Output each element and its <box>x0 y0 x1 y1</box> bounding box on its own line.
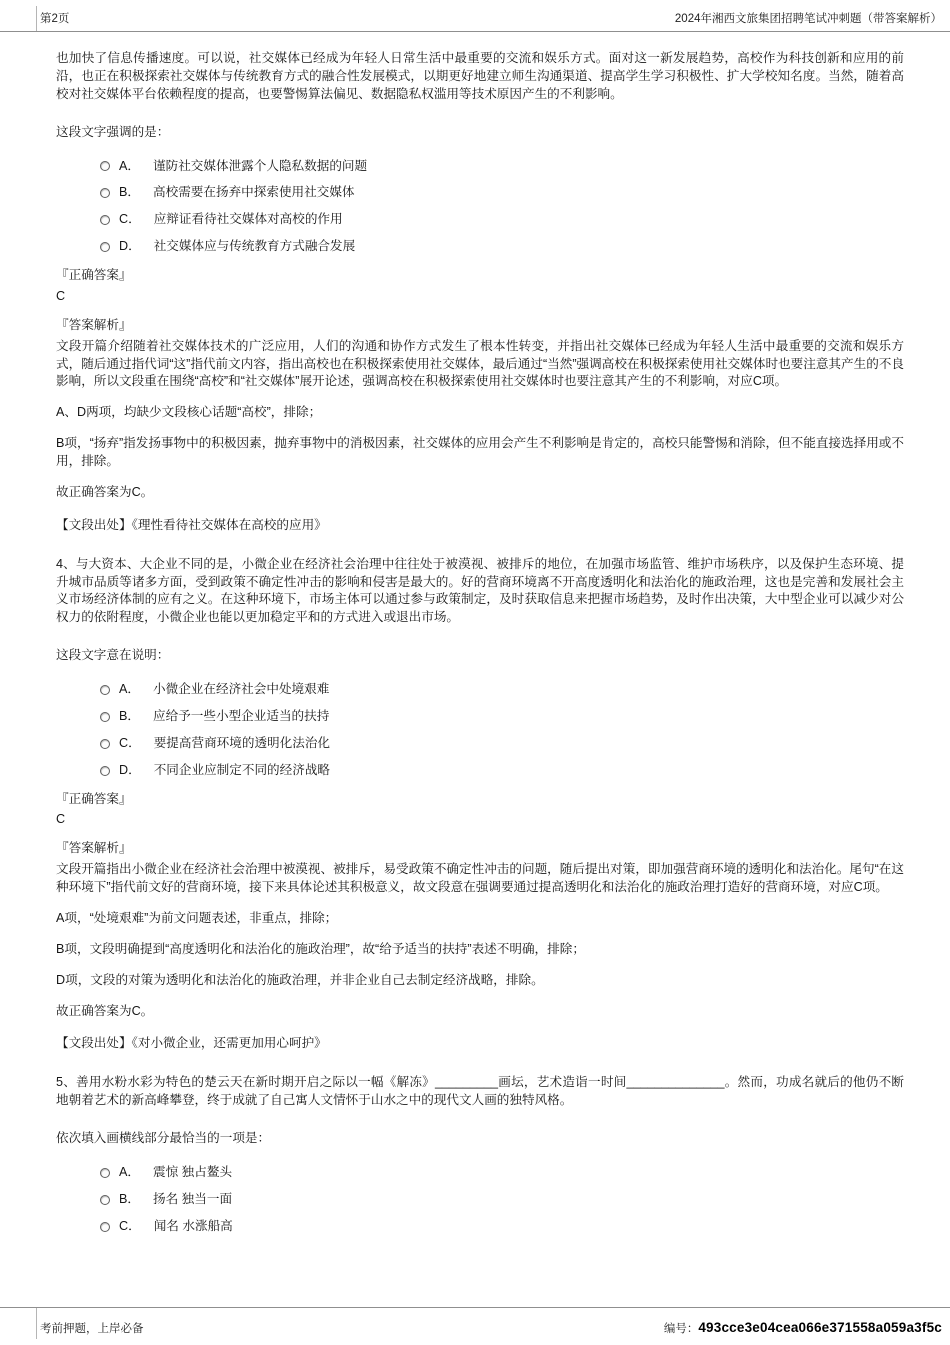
footer-serial <box>664 1320 942 1336</box>
option-q5-A[interactable] <box>100 1164 904 1182</box>
option-letter: A． <box>119 682 140 696</box>
footer-serial-code: 493cce3e04cea066e371558a059a3f5c <box>698 1320 942 1335</box>
option-letter: C． <box>119 735 141 750</box>
explanation-q4-d: D项，文段的对策为透明化和法治化的施政治理，并非企业自己去制定经济战略，排除。 <box>56 972 544 987</box>
document-body <box>0 33 950 1307</box>
radio-button-icon[interactable] <box>100 188 110 198</box>
option-letter: D． <box>119 762 141 777</box>
option-letter: C． <box>119 1218 141 1233</box>
question-q3-stem: 这段文字强调的是： <box>56 124 170 139</box>
option-letter: A． <box>119 158 140 173</box>
radio-button-icon[interactable] <box>100 1168 110 1178</box>
option-q4-D[interactable] <box>100 762 904 780</box>
option-q4-B[interactable] <box>100 708 904 726</box>
correct-answer-label: 『正确答案』 <box>56 791 132 806</box>
passage-q5: 5、善用水粉水彩为特色的楚云天在新时期开启之际以一幅《解冻》_________画坛，艺术造诣一时间______________。然而，功成名就后的他仍不断地朝着艺术的新高峰攀登，终于成就了自己寓人文情怀于山水之中的现代文人画的独特风格。 <box>56 1075 904 1108</box>
option-letter: B． <box>119 1191 140 1206</box>
option-text: 不同企业应制定不同的经济战略 <box>153 762 331 777</box>
passage-q3-continuation: 也加快了信息传播速度。可以说，社交媒体已经成为年轻人日常生活中最重要的交流和娱乐方式。面对这一新发展趋势，高校作为科技创新和应用的前沿，也正在积极探索社交媒体与传统教育方式的融合性发展模式，以期更好地建立师生沟通渠道、提高学生学习积极性、扩大学校知名度。当然，随着高校对社交媒体平台依赖程度的提高，也要警惕算法偏见、数据隐私权滥用等技术原因产生的不利影响。 <box>56 51 904 101</box>
option-q3-A[interactable] <box>100 158 904 176</box>
option-letter: D． <box>119 239 141 254</box>
document-title: 2024年湘西文旅集团招聘笔试冲刺题（带答案解析） <box>674 13 942 25</box>
conclusion-q3: 故正确答案为C。 <box>56 484 154 499</box>
question-q5-stem: 依次填入画横线部分最恰当的一项是： <box>56 1131 271 1145</box>
passage-q4: 4、与大资本、大企业不同的是，小微企业在经济社会治理中往往处于被漠视、被排斥的地位，在加强市场监管、维护市场秩序，以及保护生态环境、提升城市品质等诸多方面，受到政策不确定性冲击的影响和侵害是最大的。好的营商环境离不开高度透明化和法治化的施政治理，这也是完善和发展社会主义市场经济体制的应有之义。在这种环境下，市场主体可以通过参与政策制定，及时获取信息来把握市场趋势，及时作出决策，大中型企业可以减少对公权力的依附程度，小微企业也能以更加稳定平和的方式进入或退出市场。 <box>56 556 904 625</box>
option-q3-C[interactable] <box>100 211 904 229</box>
page-header <box>0 0 950 32</box>
conclusion-q4: 故正确答案为C。 <box>56 1003 154 1018</box>
question-q4-stem: 这段文字意在说明： <box>56 648 170 663</box>
answer-analysis-label: 『答案解析』 <box>56 841 132 856</box>
page-footer <box>0 1307 950 1345</box>
option-text: 闻名 水涨船高 <box>153 1218 233 1233</box>
option-text: 扬名 独当一面 <box>153 1191 233 1206</box>
radio-button-icon[interactable] <box>100 1195 110 1205</box>
explanation-q3-b: B项，“扬弃”指发扬事物中的积极因素，抛弃事物中的消极因素，社交媒体的应用会产生不利影响是肯定的，高校只能警惕和消除，但不能直接选择用或不用，排除。 <box>56 436 904 468</box>
footer-serial-label: 编号： <box>663 1323 699 1335</box>
option-text: 高校需要在扬弃中探索使用社交媒体 <box>153 185 355 200</box>
radio-button-icon[interactable] <box>100 242 110 252</box>
explanation-q4-b: B项，文段明确提到“高度透明化和法治化的施政治理”，故“给予适当的扶持”表述不明确，排除； <box>56 941 585 956</box>
correct-answer-value: C <box>56 288 66 303</box>
radio-button-icon[interactable] <box>100 739 110 749</box>
option-text: 社交媒体应与传统教育方式融合发展 <box>153 239 356 254</box>
radio-button-icon[interactable] <box>100 215 110 225</box>
option-text: 谨防社交媒体泄露个人隐私数据的问题 <box>153 158 368 173</box>
answer-analysis-label: 『答案解析』 <box>56 317 132 332</box>
option-q3-B[interactable] <box>100 184 904 202</box>
source-q3: 【文段出处】《理性看待社交媒体在高校的应用》 <box>56 517 327 532</box>
option-letter: A． <box>119 1164 140 1179</box>
option-text: 应辩证看待社交媒体对高校的作用 <box>153 212 343 227</box>
option-letter: C． <box>119 212 141 227</box>
header-edge-line <box>36 6 37 31</box>
page-number: 第2页 <box>40 13 70 25</box>
option-q4-A[interactable] <box>100 681 904 699</box>
option-q3-D[interactable] <box>100 238 904 256</box>
explanation-q4-a: A项，“处境艰难”为前文问题表述，非重点，排除； <box>56 910 338 925</box>
option-q5-C[interactable] <box>100 1218 904 1236</box>
footer-edge-line <box>36 1308 37 1339</box>
option-text: 震惊 独占鳌头 <box>153 1164 233 1179</box>
option-q4-C[interactable] <box>100 735 904 753</box>
radio-button-icon[interactable] <box>100 712 110 722</box>
option-letter: B． <box>119 708 140 723</box>
option-letter: B． <box>119 185 140 200</box>
radio-button-icon[interactable] <box>100 766 110 776</box>
option-text: 要提高营商环境的透明化法治化 <box>153 735 331 750</box>
explanation-q3: 文段开篇介绍随着社交媒体技术的广泛应用，人们的沟通和协作方式发生了根本性转变，并指出社交媒体已经成为年轻人生活中最重要的交流和娱乐方式，随后通过指代词“这”指代前文内容，指出高校也在积极探索使用社交媒体，最后通过“当然”强调高校在积极探索使用社交媒体时也要注意其产生的不良影响，所以文段重在围绕“高校”和“社交媒体”展开论述，强调高校在积极探索使用社交媒体时也要注意其产生的不利影响，对应C项。 <box>56 338 904 389</box>
option-q5-B[interactable] <box>100 1191 904 1209</box>
source-q4: 【文段出处】《对小微企业，还需更加用心呵护》 <box>56 1036 327 1051</box>
explanation-q4: 文段开篇指出小微企业在经济社会治理中被漠视、被排斥，易受政策不确定性冲击的问题，随后提出对策，即加强营商环境的透明化和法治化。尾句“在这种环境下”指代前文好的营商环境，接下来具体论述其积极意义，故文段意在强调要通过提高透明化和法治化的施政治理打造好的营商环境，对应C项。 <box>56 862 904 894</box>
option-text: 小微企业在经济社会中处境艰难 <box>153 682 330 696</box>
correct-answer-value: C <box>56 812 66 827</box>
correct-answer-label: 『正确答案』 <box>56 268 132 282</box>
footer-slogan: 考前押题，上岸必备 <box>40 1323 144 1335</box>
radio-button-icon[interactable] <box>100 685 110 695</box>
option-text: 应给予一些小型企业适当的扶持 <box>153 708 330 723</box>
radio-button-icon[interactable] <box>100 1222 110 1232</box>
radio-button-icon[interactable] <box>100 161 110 171</box>
explanation-q3-ad: A、D两项，均缺少文段核心话题“高校”，排除； <box>56 405 322 420</box>
